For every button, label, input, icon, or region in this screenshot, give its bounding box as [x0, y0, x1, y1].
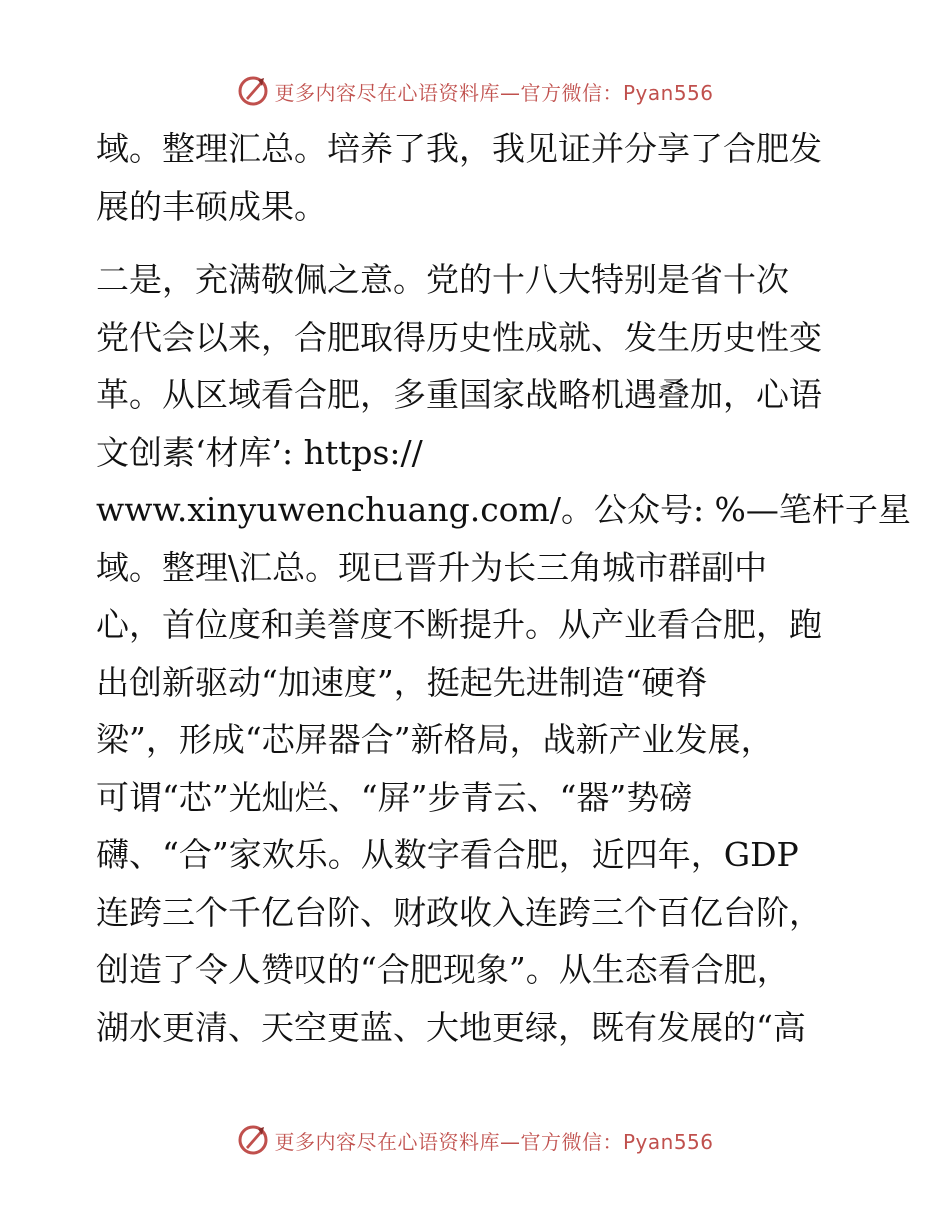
- text-line: 党代会以来，合肥取得历史性成就、发生历史性变: [96, 317, 822, 357]
- text-line: 展的丰硕成果。: [96, 186, 327, 226]
- text-line: 心，首位度和美誉度不断提升。从产业看合肥，跑: [96, 605, 822, 644]
- text-line: 创造了令人赞叹的“合肥现象”。从生态看合肥，: [96, 950, 790, 989]
- text-line: 可谓“芯”光灿烂、“屏”步青云、“器”势磅: [96, 777, 693, 817]
- watermark-id: Pyan556: [622, 1129, 714, 1154]
- quill-circle-icon: [236, 1123, 270, 1157]
- document-body: [96, 120, 911, 1056]
- text-line: 革。从区域看合肥，多重国家战略机遇叠加，心语: [96, 375, 822, 414]
- text-line: 文创素‘材库’: https://: [96, 432, 423, 472]
- paragraph-1: [96, 120, 856, 235]
- header-watermark: [0, 71, 950, 111]
- text-line: 梁”，形成“芯屏器合”新格局，战新产业发展，: [96, 720, 774, 759]
- watermark-text: 更多内容尽在心语资料库—官方微信：Pyan556: [274, 1129, 714, 1154]
- text-line: 连跨三个千亿台阶、财政收入连跨三个百亿台阶，: [96, 892, 822, 932]
- text-line: 域。整理汇总。培养了我，我见证并分享了合肥发: [96, 129, 822, 168]
- text-line: 二是，充满敬佩之意。党的十八大特别是省十次: [96, 260, 789, 299]
- paragraph-2: [96, 251, 911, 1056]
- footer-watermark: [0, 1120, 950, 1160]
- watermark-text: 更多内容尽在心语资料库—官方微信：Pyan556: [274, 80, 714, 105]
- text-line: 域。整理\汇总。现已晋升为长三角城市群副中: [96, 547, 768, 587]
- text-line: 出创新驱动“加速度”，挺起先进制造“硬脊: [96, 662, 708, 702]
- text-line: www.xinyuwenchuang.com/。公众号: %—笔杆子星: [96, 490, 911, 529]
- quill-circle-icon: [236, 74, 270, 108]
- text-line: 礴、“合”家欢乐。从数字看合肥，近四年，GDP: [96, 835, 799, 874]
- text-line: 湖水更清、天空更蓝、大地更绿，既有发展的“高: [96, 1007, 806, 1047]
- watermark-id: Pyan556: [622, 80, 714, 105]
